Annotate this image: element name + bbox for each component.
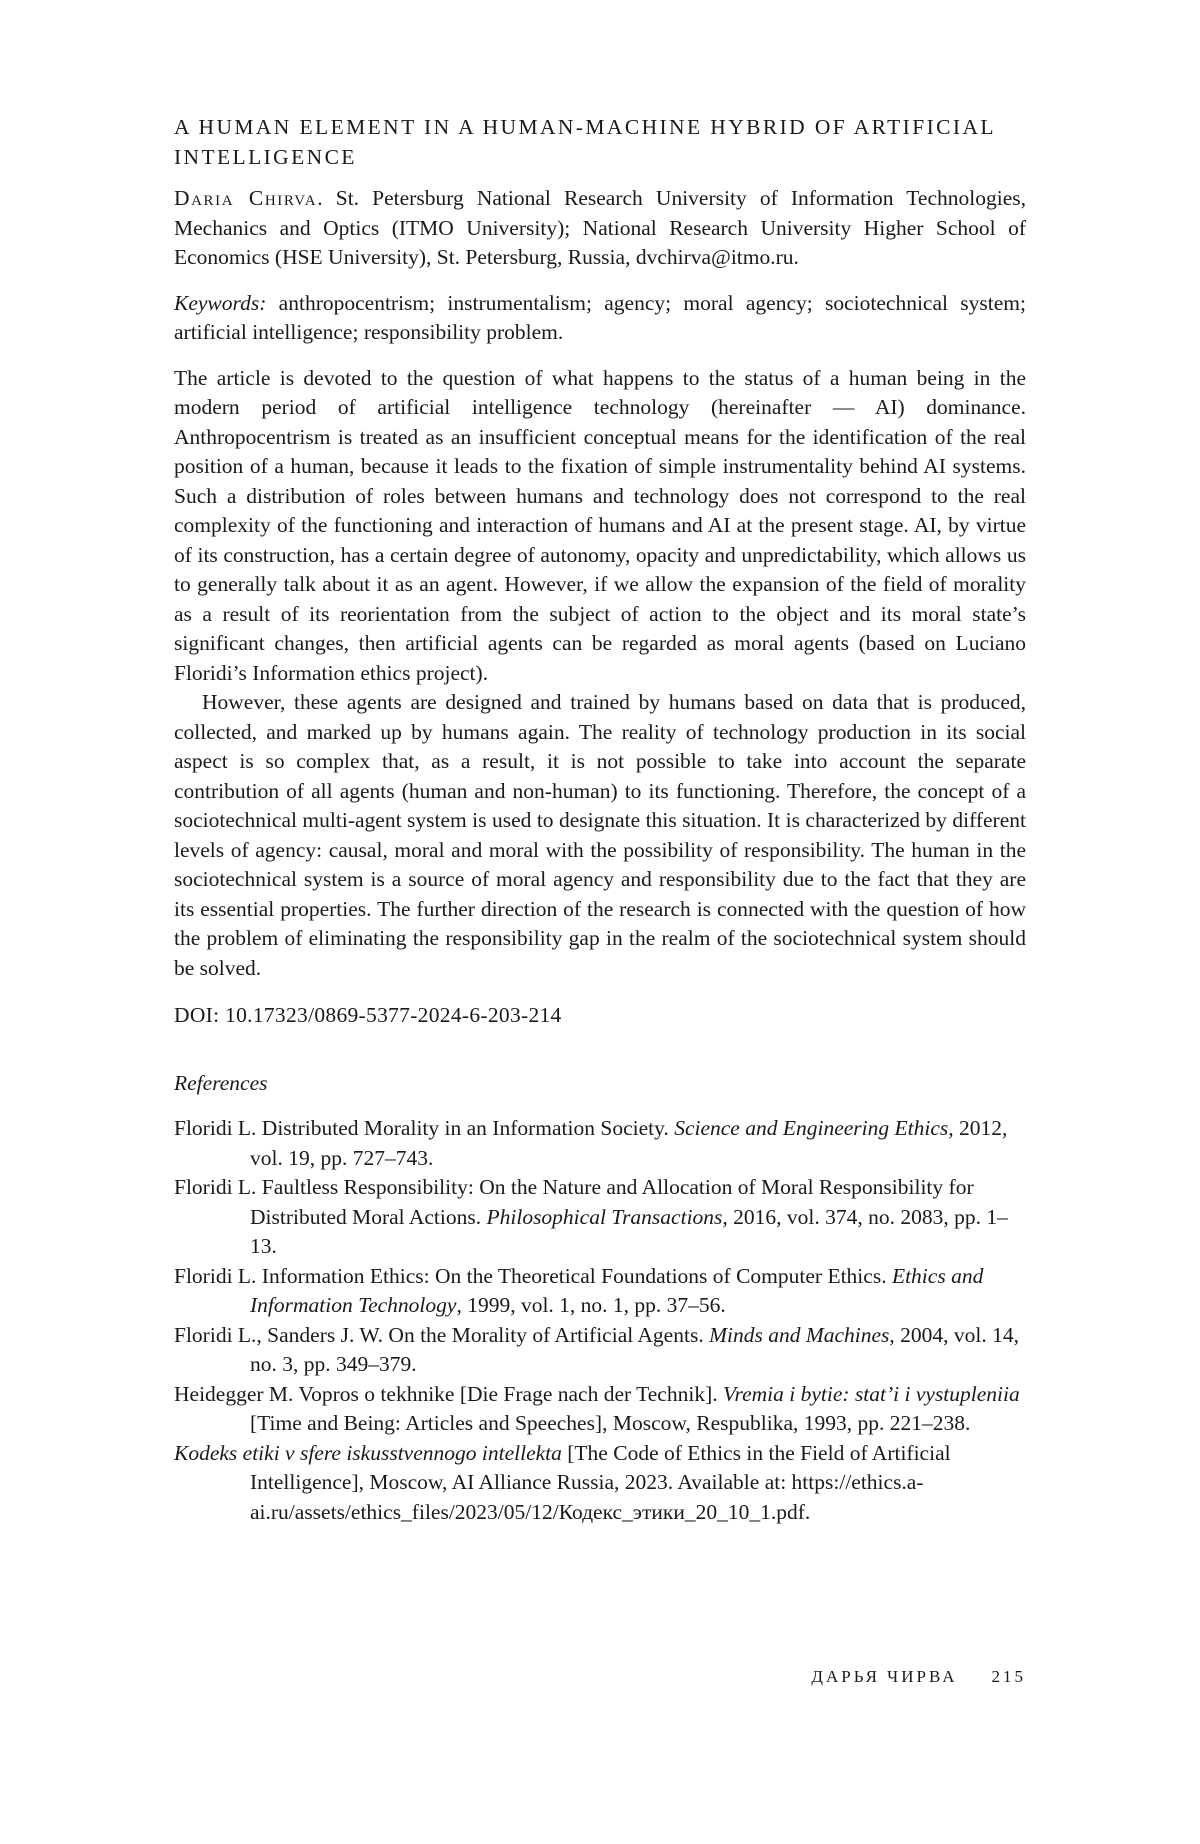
abstract [174,364,1026,984]
reference-text: Floridi L. Information Ethics: On the Theoretical Foundations of Computer Ethics. [174,1263,892,1288]
reference-source: Science and Engineering Ethics [674,1116,949,1140]
reference-details: [Time and Being: Articles and Speeches], Moscow, Respublika, 1993, pp. 221–238. [250,1411,971,1435]
author-block [174,184,1026,273]
author-affiliation: . St. Petersburg National Research University of Information Technologies, Mechanics and Optics (ITMO University); National Research University Higher School of Economics (HSE University), St. Petersburg, Russia, dvchirva@itmo.ru. [174,186,1026,269]
page-footer [762,1667,1026,1687]
reference-source: Philosophical Transactions [486,1204,723,1229]
keywords-list: anthropocentrism; instrumentalism; agency; moral agency; sociotechnical system; artificial intelligence; responsibility problem. [174,290,1026,344]
keywords [174,289,1026,348]
reference-item [174,1173,1026,1262]
reference-text: Floridi L., Sanders J. W. On the Morality of Artificial Agents. [174,1322,710,1347]
reference-text: Floridi L. Distributed Morality in an Information Society. [174,1116,675,1140]
abstract-paragraph: The article is devoted to the question of what happens to the status of a human being in the modern period of artificial intelligence technology (hereinafter — AI) dominance. Anthropocentrism is treated as an insufficient conceptual means for the identification of the real position of a human, because it leads to the fixation of simple instrumentality behind AI systems. Such a distribution of roles between humans and technology does not correspond to the real complexity of the functioning and interaction of humans and AI at the present stage. AI, by virtue of its construction, has a certain degree of autonomy, opacity and unpredictability, which allows us to generally talk about it as an agent. However, if we allow the expansion of the field of morality as a result of its reorientation from the subject of action to the object and its moral state’s significant changes, then artificial agents can be regarded as moral agents (based on Luciano Floridi’s Information ethics project). [174,365,1026,685]
reference-item [174,1262,1026,1321]
reference-details: , 2016, vol. 374, no. 2083, pp. 1–13. [250,1204,1008,1258]
reference-item [174,1439,1026,1528]
running-head: ДАРЬЯ ЧИРВА [811,1667,958,1686]
reference-item [174,1321,1026,1380]
reference-item [174,1380,1026,1439]
reference-source: Minds and Machines [709,1322,890,1347]
doi: DOI: 10.17323/0869-5377-2024-6-203-214 [174,1003,562,1027]
reference-details: , 2012, vol. 19, pp. 727–743. [250,1116,1008,1170]
reference-source: Vremia i bytie: stat’i i vystupleniia [723,1381,1020,1406]
page-number: 215 [991,1667,1026,1686]
reference-source: Kodeks etiki v sfere iskusstvennogo intellekta [174,1440,562,1465]
reference-item [174,1114,1026,1173]
abstract-paragraph: However, these agents are designed and trained by humans based on data that is produced, collected, and marked up by humans again. The reality of technology production in its social aspect is so complex that, as a result, it is not possible to take into account the separate contribution of all agents (human and non-human) to its functioning. Therefore, the concept of a sociotechnical multi-agent system is used to designate this situation. It is characterized by different levels of agency: causal, moral and moral with the possibility of responsibility. The human in the sociotechnical system is a source of moral agency and responsibility due to the fact that they are its essential properties. The further direction of the research is connected with the question of how the problem of eliminating the responsibility gap in the realm of the sociotechnical system should be solved. [174,690,1026,980]
author-name: Daria Chirva [174,186,318,210]
article-title: A HUMAN ELEMENT IN A HUMAN-MACHINE HYBRID OF ARTIFICIAL INTELLIGENCE [174,115,996,169]
reference-details: , 2004, vol. 14, no. 3, pp. 349–379. [250,1322,1020,1376]
reference-details: [The Code of Ethics in the Field of Artificial Intelligence], Moscow, AI Alliance Russia, 2023. Available at: https://ethics.a-ai.ru/assets/ethics_files/2023/05/12/Кодекс_этики_20_10_1.pdf. [250,1440,951,1524]
reference-text: Floridi L. Faultless Responsibility: On the Nature and Allocation of Moral Responsibility for Distributed Moral Actions. [174,1175,974,1229]
keywords-label: Keywords: [174,290,267,315]
references-heading: References [174,1070,268,1095]
reference-list [174,1114,1026,1527]
reference-source: Ethics and Information Technology [250,1263,984,1317]
reference-details: , 1999, vol. 1, no. 1, pp. 37–56. [456,1293,726,1317]
reference-text: Heidegger M. Vopros o tekhnike [Die Frage nach der Technik]. [174,1381,723,1406]
article-page [174,112,1026,1527]
